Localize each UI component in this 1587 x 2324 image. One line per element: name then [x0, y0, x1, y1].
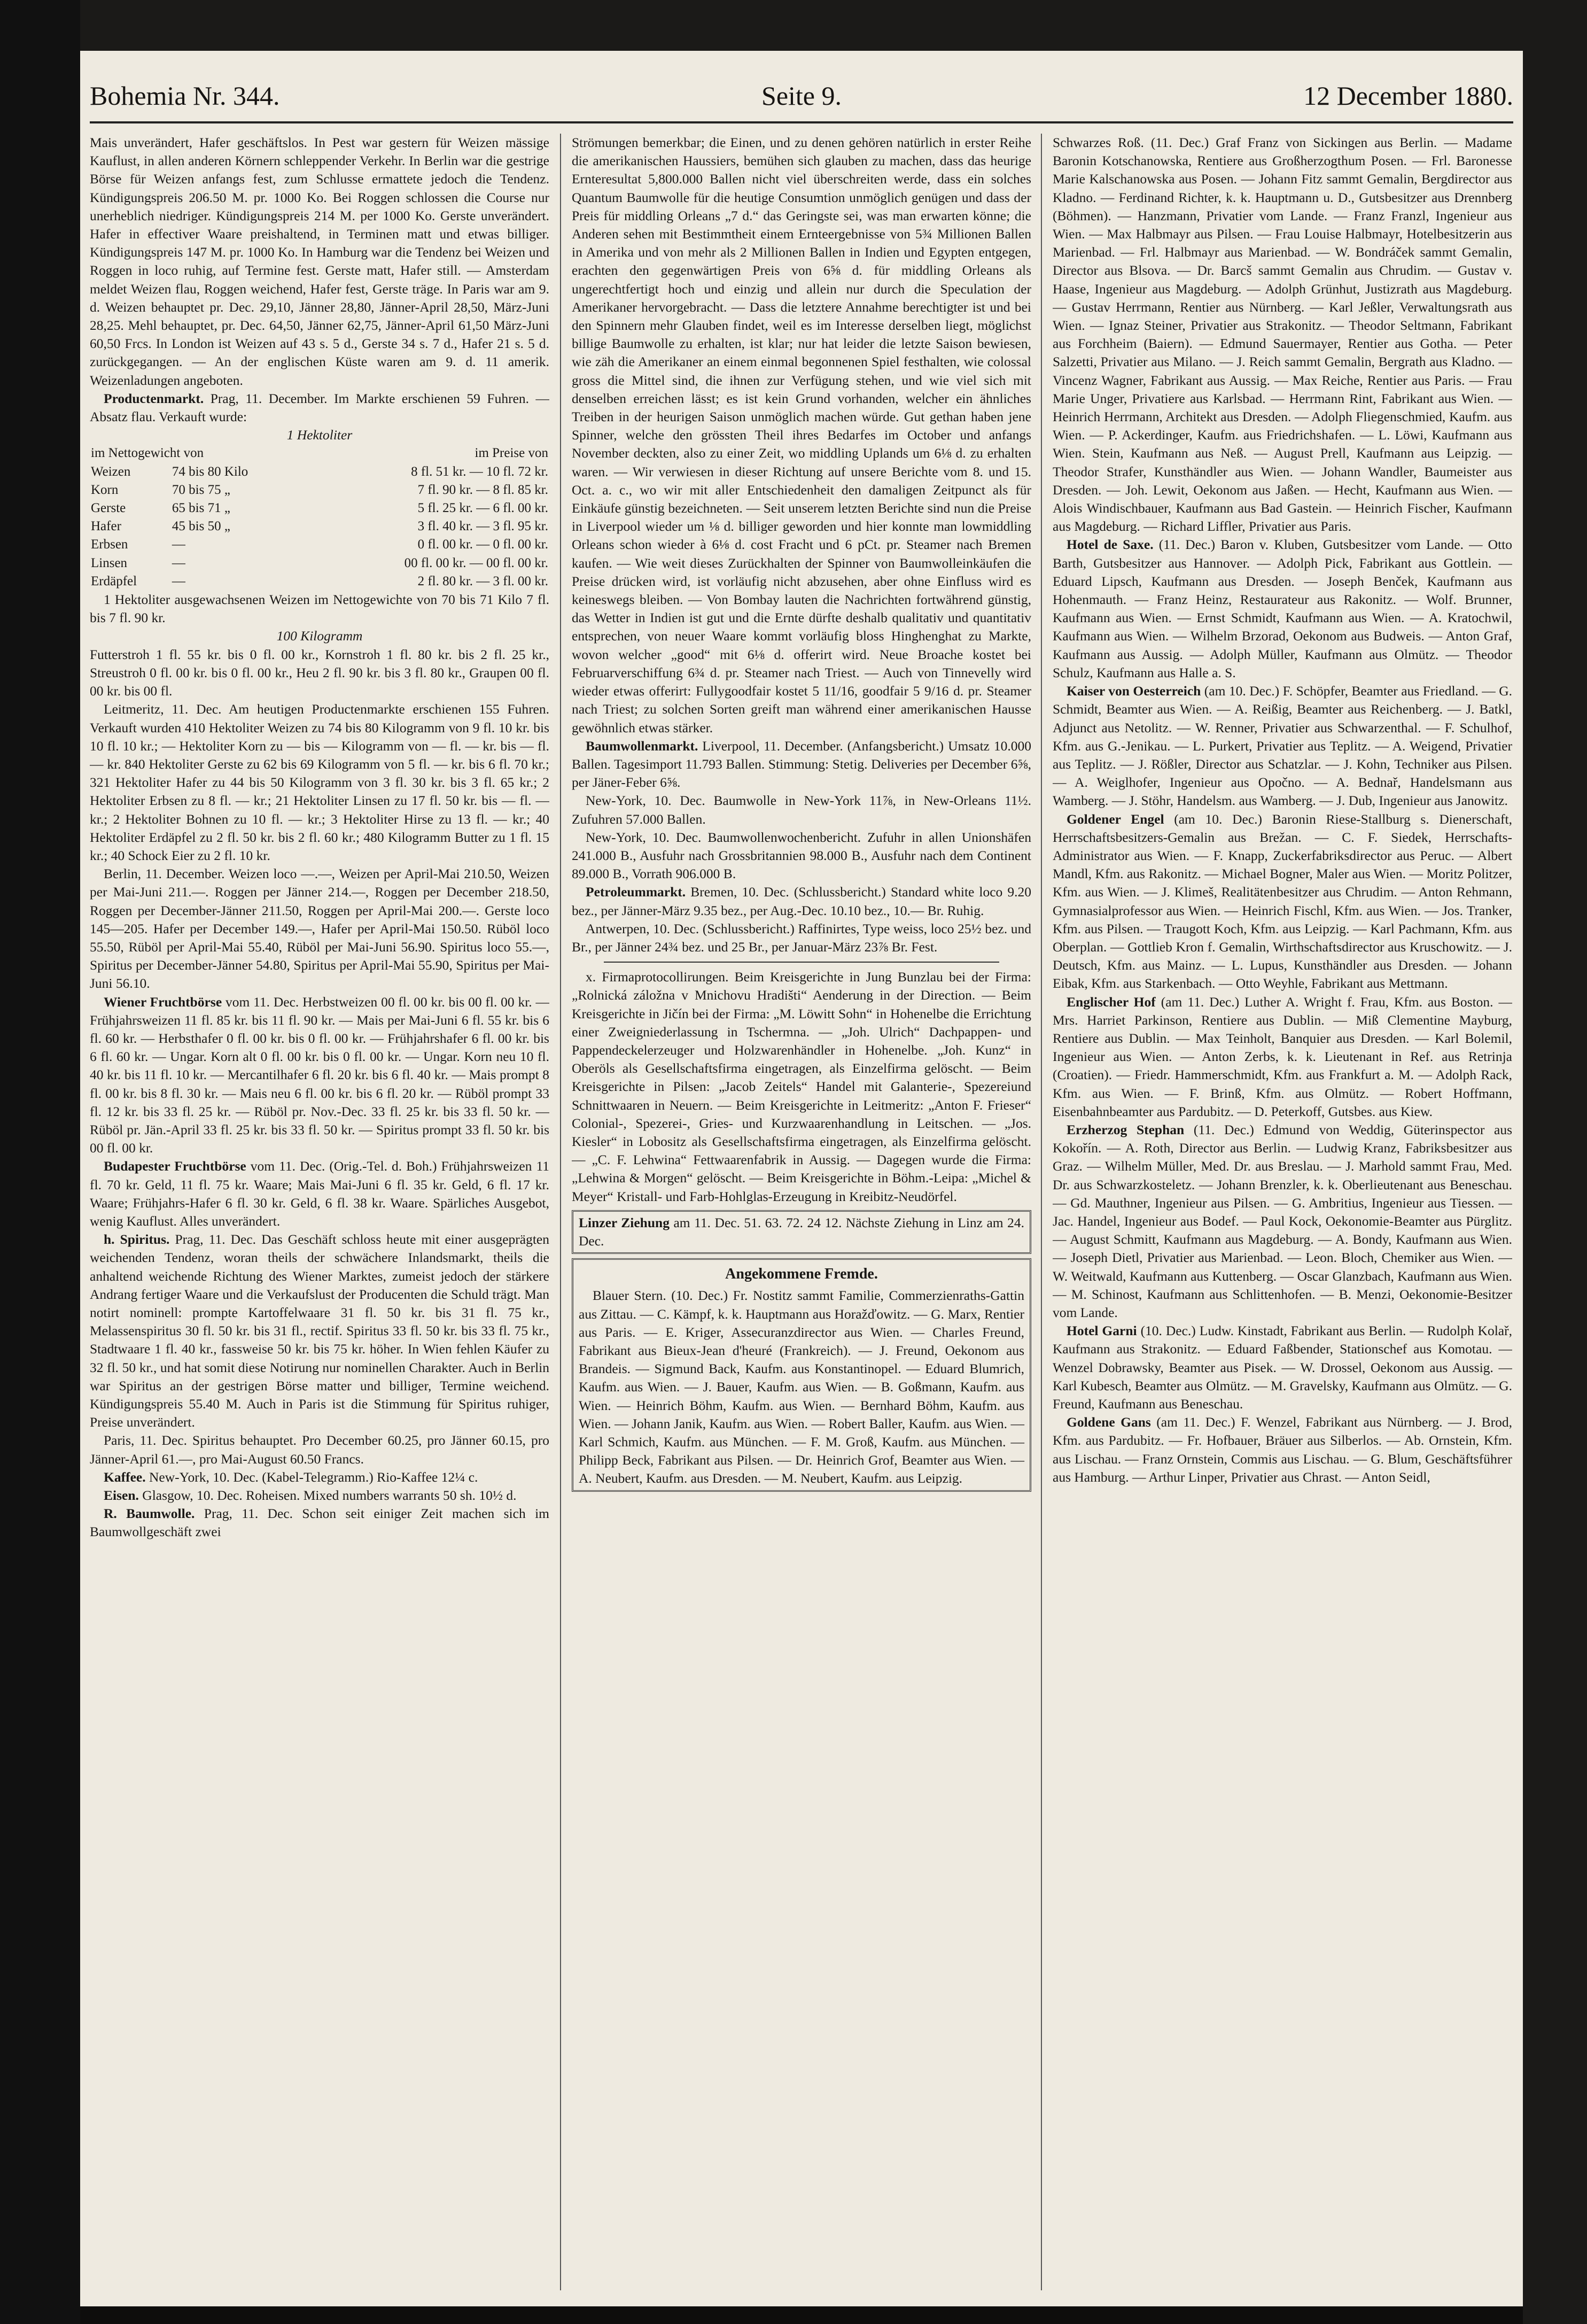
table-cell: 70 bis 75 „ — [172, 482, 230, 497]
table-header-row — [90, 444, 549, 462]
section-heading: Kaffee. — [104, 1469, 146, 1485]
table-row — [90, 536, 549, 554]
hotel-paragraph — [1053, 682, 1512, 810]
column-divider — [1041, 134, 1042, 2290]
paragraph-text: Prag, 11. Dec. Schon seit einiger Zeit machen sich im Baumwollgeschäft zwei — [90, 1506, 549, 1540]
lottery-box — [572, 1210, 1031, 1254]
petroleum-paragraph — [572, 883, 1031, 919]
kaffee-paragraph — [90, 1468, 549, 1486]
paragraph-text: New-York, 10. Dec. (Kabel-Telegramm.) Rio-Kaffee 12¼ c. — [149, 1469, 478, 1485]
hotel-paragraph — [1053, 810, 1512, 993]
table-cell: 5 fl. 25 kr. — 6 fl. 00 kr. — [417, 501, 548, 516]
table-row — [90, 554, 549, 572]
hotel-name: Erzherzog Stephan — [1067, 1121, 1185, 1137]
lottery-paragraph — [579, 1214, 1024, 1250]
hotel-paragraph — [1053, 1322, 1512, 1413]
products-market-paragraph — [90, 390, 549, 426]
column-2 — [572, 134, 1031, 2290]
table-row — [90, 481, 549, 499]
paragraph-text: (am 10. Dec.) Baronin Riese-Stallburg s. Dienerschaft, Herrschaftsbesitzers-Gemalin aus Brežan. — C. F. Siedek, Herrschafts-Administrator aus Wien. — F. Knapp, Zuckerfabriksdirector aus Peruc. — Albert Mandl, Kfm. aus Rakonitz. — Michael Bogner, Maler aus Wien. — Moritz Politzer, Kfm. aus Wien. — J. Klimeš, Realitätenbesitzer aus Chrudim. — Anton Rehmann, Gymnasialprofessor aus Wien. — Heinrich Fischl, Kfm. aus Wien. — Jos. Tranker, Kfm. aus Pilsen. — Traugott Koch, Kfm. aus Leipzig. — Karl Pachmann, Kfm. aus Oberplan. — Gottlieb Kron f. Gemalin, Wirthschaftsdirector aus Kruschowitz. — J. Deutsch, Kfm. aus Mainz. — L. Lupus, Kunsthändler aus Dresden. — Johann Eibak, Kfm. aus Starkenbach. — Otto Weyhle, Fabrikant aus Mettmann. — [1053, 811, 1512, 991]
section-heading: h. Spiritus. — [104, 1231, 170, 1248]
table-cell: 3 fl. 40 kr. — 3 fl. 95 kr. — [417, 519, 548, 534]
arrivals-list: Blauer Stern. (10. Dec.) Fr. Nostitz sammt Familie, Commerzienraths-Gattin aus Zittau. — C. Kämpf, k. k. Hauptmann aus Horažďowitz. — G. Marx, Rentier aus Paris. — E. Kriger, Assecuranzdirector aus Wien. — Charles Freund, Fabrikant aus Bieux-Jean d'heuré (Frankreich). — J. Freund, Oekonom aus Brandeis. — Sigmund Back, Kaufm. aus Konstantinopel. — Eduard Blumrich, Kaufm. aus Wien. — J. Bauer, Kaufm. aus Wien. — B. Goßmann, Kaufm. aus Wien. — Heinrich Böhm, Kaufm. aus Wien. — Bernhard Böhm, Kaufm. aus Wien. — Johann Janik, Kaufm. aus Wien. — Robert Baller, Kaufm. aus Wien. — Karl Schmich, Kaufm. aus München. — F. M. Groß, Kaufm. aus München. — Philipp Beck, Fabrikant aus Pilsen. — Dr. Heinrich Grof, Beamter aus Wien. — A. Neubert, Kaufm. aus Dresden. — M. Neubert, Kaufm. aus Leipzig. — [579, 1288, 1024, 1486]
newspaper-page — [80, 51, 1523, 2306]
hotel-paragraph — [1053, 993, 1512, 1121]
new-york-weekly-report: New-York, 10. Dec. Baumwollenwochenbericht. Zufuhr in allen Unionshäfen 241.000 B., Ausfuhr nach Grossbritannien 98.000 B., Ausfuhr nach dem Continent 89.000 B., Vorrath 906.000 B. — [572, 829, 1031, 882]
paragraph-text: Prag, 11. Dec. Das Geschäft schloss heute mit einer ausgeprägten weichenden Tendenz, woran theils der schwächere Inlandsmarkt, theils die anhaltend weichende Richtung des Wiener Marktes, zumeist jedoch der stärkere Andrang fertiger Waare und die Verkaufslust der Producenten die Schuld trägt. Man notirt nominell: prompte Kartoffelwaare 31 fl. 50 kr. bis 31 fl. 75 kr., Melassenspiritus 30 fl. 50 kr. bis 31 fl., rectif. Spiritus 33 fl. 50 kr. bis 33 fl. 75 kr., Stadtwaare 1 fl. 40 kr., fassweise 50 kr. bis 75 kr. höher. In Wien fehlen Käufer zu 32 fl. 50 kr., und hat somit diese Notirung nur nominellen Charakter. Auch in Berlin war Spiritus an der gestrigen Börse matter und billiger, Termine weichend. Kündigungspreis 55.40 M. Auch in Paris ist die Stimmung für Spiritus ruhiger, Preise unverändert. — [90, 1231, 549, 1430]
wiener-exchange-paragraph — [90, 993, 549, 1158]
page-header — [90, 80, 1513, 118]
firm-registrations: x. Firmaprotocollirungen. Beim Kreisgerichte in Jung Bunzlau bei der Firma: „Rolnická záložna v Mnichovu Hradišti“ Aenderung in der Direction. — Beim Kreisgerichte in Jičín bei der Firma: „M. Löwitt Sohn“ in Hohenelbe die Errichtung einer Zweigniederlassung in Tschermna. — „Joh. Ulrich“ Dachpappen- und Pappendeckelerzeuger und Holzwarenhändler in Hohenelbe. „Joh. Kunz“ in Oberöls als Gesellschaftsfirma eingetragen, als Einzelfirma gelöscht. — Beim Kreisgerichte in Pilsen: „Jacob Zeitels“ Handel mit Galanterie-, Spezereiund Schnittwaaren in Neuern. — Beim Kreisgerichte in Leitmeritz: „Anton F. Frieser“ Colonial-, Spezerei-, Gries- und Kurzwaarenhandlung in Leitschen. — „Jos. Kiesler“ in Lobositz als Gesellschaftsfirma eingetragen, als Einzelfirma gelöscht. — „C. F. Lehwina“ Fettwaarenfabrik in Aussig. — Dagegen wurde die Firma: „Lehwina & Morgen“ gelöscht. — Beim Kreisgerichte in Böhm.-Leipa: „Michel & Meyer“ Kristall- und Farb-Hohlglas-Erzeugung in Kreibitz-Neudörfel. — [572, 969, 1031, 1204]
straw-prices: Futterstroh 1 fl. 55 kr. bis 0 fl. 00 kr., Kornstroh 1 fl. 80 kr. bis 2 fl. 25 kr., Streustroh 0 fl. 00 kr. bis 0 fl. 00 kr., Heu 2 fl. 90 kr. bis 3 fl. 80 kr., Graupen 00 fl. 00 kr. bis 00 fl. — [90, 646, 549, 699]
table-cell: 0 fl. 00 kr. — 0 fl. 00 kr. — [417, 537, 548, 552]
table-row — [90, 463, 549, 481]
table-cell: 8 fl. 51 kr. — 10 fl. 72 kr. — [411, 464, 548, 479]
table-row — [90, 517, 549, 536]
spiritus-paragraph — [90, 1230, 549, 1431]
section-heading: Budapester Fruchtbörse — [104, 1158, 246, 1174]
paragraph-text: (am 10. Dec.) F. Schöpfer, Beamter aus Friedland. — G. Schmidt, Beamter aus Wien. — A. Reißig, Beamter aus Reichenberg. — J. Batkl, Adjunct aus Netolitz. — W. Renner, Privatier aus Schwarzenthal. — F. Schulhof, Kfm. aus G.-Jenikau. — L. Purkert, Privatier aus Teplitz. — A. Weigend, Privatier aus Teplitz. — J. Rößler, Director aus Schatzlar. — J. Kohn, Techniker aus Pilsen. — A. Weiglhofer, Ingenieur aus Opočno. — A. Bednař, Handelsmann aus Wamberg. — J. Stöhr, Handelsm. aus Wamberg. — J. Dub, Ingenieur aus Janowitz. — [1053, 683, 1512, 809]
issue-date: 12 December 1880. — [1303, 81, 1513, 111]
leitmeritz-report: Leitmeritz, 11. Dec. Am heutigen Productenmarkte erschienen 155 Fuhren. Verkauft wurden 410 Hektoliter Weizen zu 74 bis 80 Kilogramm von 9 fl. 10 kr. bis 10 fl. 10 kr.; — Hektoliter Korn zu — bis — Kilogramm von — fl. — kr. bis — fl. — kr. 840 Hektoliter Gerste zu 62 bis 69 Kilogramm von 5 fl. — kr. bis 6 fl. 70 kr.; 321 Hektoliter Hafer zu 44 bis 50 Kilogramm von 3 fl. 30 kr. bis 3 fl. 65 kr.; 2 Hektoliter Erbsen zu 8 fl. — kr.; 21 Hektoliter Linsen zu 17 fl. 50 kr. bis — fl. — kr.; 2 Hektoliter Bohnen zu 10 fl. — kr.; 3 Hektoliter Hirse zu 13 fl. — kr.; 40 Hektoliter Erdäpfel zu 2 fl. 50 kr. bis 2 fl. 60 kr.; 480 Kilogramm Butter zu 1 fl. 15 kr.; 40 Schock Eier zu 2 fl. 10 kr. — [90, 701, 549, 863]
table-cell: Korn — [91, 482, 119, 497]
table-cell: 00 fl. 00 kr. — 00 fl. 00 kr. — [404, 555, 548, 570]
paragraph-text: (11. Dec.) Baron v. Kluben, Gutsbesitzer vom Lande. — Otto Barth, Gutsbesitzer aus Hannover. — Adolph Pick, Fabrikant aus Gottlein. — Eduard Lipsch, Kaufmann aus Dresden. — Joseph Benček, Kaufmann aus Hohenmauth. — Franz Heinz, Restaurateur aus Rakonitz. — Wolf. Brunner, Kaufmann aus Wien. — Ernst Schmidt, Kaufmann aus Wien. — A. Kratochwil, Kaufmann aus Wien. — Wilhelm Brzorad, Oekonom aus Budweis. — Anton Graf, Kaufmann aus Aussig. — Adolph Müller, Kaufmann aus Olmütz. — Theodor Schulz, Kaufmann aus Halle a. S. — [1053, 537, 1512, 680]
paragraph-text: am 11. Dec. 51. 63. 72. 24 12. Nächste Ziehung in Linz am 24. Dec. — [579, 1214, 1024, 1249]
baumwolle-paragraph — [90, 1505, 549, 1541]
paragraph-text: Bremen, 10. Dec. (Schlussbericht.) Standard white loco 9.20 bez., per Jänner-März 9.35 bez., per Aug.-Dec. 10.10 bez., 10.— Br. Ruhig. — [572, 884, 1031, 918]
paragraph-text: Glasgow, 10. Dec. Roheisen. Mixed numbers warrants 50 sh. 10½ d. — [142, 1488, 517, 1504]
hotel-paragraph — [1053, 1121, 1512, 1322]
hotel-name: Goldener Engel — [1067, 811, 1164, 827]
paragraph-text: vom 11. Dec. Herbstweizen 00 fl. 00 kr. bis 00 fl. 00 kr. — Frühjahrsweizen 11 fl. 85 kr. bis 11 fl. 90 kr. — Mais per Mai-Juni 6 fl. 55 kr. bis 6 fl. 60 kr. — Herbsthafer 0 fl. 00 kr. bis 0 fl. 00 kr. — Frühjahrshafer 6 fl. 00 kr. bis 6 fl. 60 kr. — Ungar. Korn alt 0 fl. 00 kr. bis 0 fl. 00 kr. — Ungar. Korn neu 10 fl. 40 kr. bis 11 fl. 10 kr. — Mercantilhafer 6 fl. 20 kr. bis 6 fl. 40 kr. — Mais prompt 8 fl. 00 kr. bis 8 fl. 30 kr. — Mais neu 6 fl. 00 kr. bis 6 fl. 20 kr. — Rüböl prompt 33 fl. 12 kr. bis 33 fl. 25 kr. — Rüböl pr. Nov.-Dec. 33 fl. 25 kr. bis 33 fl. 50 kr. — Rüböl pr. Jän.-April 33 fl. 25 kr. bis 33 fl. 50 kr. — Spiritus prompt 33 fl. 50 kr. bis 00 fl. 00 kr. — [90, 994, 549, 1156]
table-cell: 45 bis 50 „ — [172, 519, 230, 534]
table-caption: 1 Hektoliter — [286, 427, 353, 443]
section-heading: Linzer Ziehung — [579, 1214, 670, 1230]
table-cell: Weizen — [91, 464, 131, 479]
section-heading: Baumwollenmarkt. — [586, 738, 698, 754]
paragraph-text: (11. Dec.) Edmund von Weddig, Güterinspector aus Kokořín. — A. Roth, Director aus Berlin. — Ludwig Kranz, Fabriksbesitzer aus Graz. — Wilhelm Müller, Med. Dr. aus Breslau. — J. Marhold sammt Frau, Med. Dr. aus Schwarzkosteletz. — Johann Brenzler, k. k. Oberlieutenant aus Beneschau. — Gd. Mauthner, Ingenieur aus Pilsen. — G. Ambritius, Ingenieur aus Tiessen. — Jac. Handel, Ingenieur aus Bodef. — Paul Kock, Oekonomie-Beamter aus Pürglitz. — August Schmitt, Kaufmann aus Magdeburg. — A. Bondy, Kaufmann aus Wien. — Joseph Dietl, Privatier aus Marienbad. — Leon. Bloch, Chemiker aus Wien. — W. Weitwald, Kaufmann aus Kuttenberg. — Oscar Glanzbach, Kaufmann aus Wien. — M. Schinost, Kaufmann aus Schlittenhofen. — B. Menzi, Oekonomie-Besitzer vom Lande. — [1053, 1121, 1512, 1320]
hotel-name: Hotel Garni — [1067, 1323, 1137, 1339]
section-heading: Eisen. — [104, 1488, 139, 1504]
column-3 — [1053, 134, 1512, 2290]
table-header: im Preise von — [474, 446, 548, 461]
new-york-report: New-York, 10. Dec. Baumwolle in New-York 11⅞, in New-Orleans 11½. Zufuhren 57.000 Ballen. — [572, 793, 1031, 827]
paragraph-text: (10. Dec.) Ludw. Kinstadt, Fabrikant aus Berlin. — Rudolph Kolař, Kaufmann aus Strakonitz. — Eduard Faßbender, Stationschef aus Komotau. — Wenzel Dobrawsky, Beamter aus Pisek. — W. Drossel, Oekonom aus Aussig. — Karl Kubesch, Beamter aus Olmütz. — M. Gravelsky, Kaufmann aus Olmütz. — G. Freund, Kaufmann aus Beneschau. — [1053, 1323, 1512, 1412]
scan-spine-edge — [0, 0, 80, 2324]
budapest-exchange-paragraph — [90, 1157, 549, 1230]
paragraph-text: Prag, 11. December. Im Markte erschienen 59 Fuhren. — Absatz flau. Verkauft wurde: — [90, 390, 549, 425]
section-heading: Wiener Fruchtbörse — [104, 994, 222, 1010]
table-cell: 74 bis 80 Kilo — [172, 464, 248, 479]
table-cell: Gerste — [91, 501, 126, 516]
section-divider — [604, 962, 999, 963]
grain-price-table — [90, 444, 549, 591]
hotel-paragraph — [1053, 1413, 1512, 1486]
issue-number: Bohemia Nr. 344. — [90, 81, 280, 111]
section-heading: Petroleummarkt. — [586, 884, 686, 900]
header-rule — [90, 121, 1513, 123]
hotel-name: Hotel de Saxe. — [1067, 537, 1154, 553]
hectoliter-note: 1 Hektoliter ausgewachsenen Weizen im Nettogewichte von 70 bis 71 Kilo 7 fl. bis 7 fl. 90 kr. — [90, 592, 549, 626]
hotel-name: Goldene Gans — [1067, 1414, 1151, 1430]
section-heading: R. Baumwolle. — [104, 1506, 195, 1522]
hotel-paragraph — [1053, 536, 1512, 682]
table-cell: — — [172, 555, 185, 570]
arrivals-heading: Angekommene Fremde. — [725, 1266, 878, 1283]
table-cell: Erdäpfel — [91, 574, 137, 588]
table-cell: Linsen — [91, 555, 128, 570]
table-header: im Nettogewicht von — [91, 446, 204, 461]
table-cell: — — [172, 537, 185, 552]
table-caption: 100 Kilogramm — [276, 628, 363, 644]
table-cell: 65 bis 71 „ — [172, 501, 230, 516]
hotel-guests-list: Schwarzes Roß. (11. Dec.) Graf Franz von Sickingen aus Berlin. — Madame Baronin Kotschanowska, Rentiere aus Großherzogthum Posen. — Frl. Baronesse Marie Kalschanowska aus Posen. — Johann Fitz sammt Gemalin, Bergdirector aus Kladno. — Ferdinand Richter, k. k. Hauptmann u. D., Gutsbesitzer aus Drennberg (Böhmen). — Hanzmann, Privatier vom Lande. — Franz Franzl, Ingenieur aus Wien. — Max Halbmayr aus Pilsen. — Frau Louise Halbmayr, Hotelbesitzerin aus Marienbad. — Frl. Halbmayr aus Marienbad. — W. Bondráček sammt Gemalin, Director aus Blsova. — Dr. Barcš sammt Gemalin aus Chrudim. — Gustav v. Haase, Ingenieur aus Magdeburg. — Adolph Grünhut, Justizrath aus Magdeburg. — Gustav Herrmann, Rentier aus Nürnberg. — Karl Jeßler, Verwaltungsrath aus Wien. — Ignaz Steiner, Privatier aus Strakonitz. — Theodor Seltmann, Fabrikant aus Forchheim (Baiern). — Edmund Sauermayer, Rentier aus Gotha. — Peter Salzetti, Privatier aus Milano. — J. Reich sammt Gemalin, Bergrath aus Kladno. — Vincenz Wagner, Fabrikant aus Aussig. — Max Reiche, Rentier aus Paris. — Frau Marie Unger, Privatiere aus Karlsbad. — Herrmann Rint, Fabrikant aus Wien. — Heinrich Herrmann, Architekt aus Dresden. — Adolph Fliegenschmied, Kaufm. aus Wien. — P. Ackerdinger, Kaufm. aus Friedrichshafen. — L. Löwi, Kaufmann aus Wien. Stein, Kaufmann aus Neß. — August Prell, Kaufmann aus Leipzig. — Theodor Strafer, Kunsthändler aus Wien. — Johann Wandler, Baumeister aus Dresden. — Joh. Lewit, Oekonom aus Jaßen. — Hecht, Kaufmann aus Wien. — Alois Windischbauer, Kaufmann aus Bad Gastein. — Heinrich Fischer, Kaufmann aus Magdeburg. — Richard Liffler, Privatier aus Paris. — [1053, 135, 1512, 534]
table-cell: — — [172, 574, 185, 588]
table-cell: 7 fl. 90 kr. — 8 fl. 85 kr. — [417, 482, 548, 497]
table-row — [90, 499, 549, 517]
column-divider — [560, 134, 561, 2290]
page-number: Seite 9. — [761, 81, 842, 111]
berlin-report: Berlin, 11. December. Weizen loco —.—, Weizen per April-Mai 210.50, Weizen per Mai-Juni 211.—. Roggen per Jänner 214.—, Roggen per December 218.50, Roggen per December-Jänner 211.50, Roggen per April-Mai 200.—. Gerste loco 145—205. Hafer per December 149.—, Hafer per April-Mai 150.50. Rüböl loco 55.50, Rüböl per April-Mai 55.40, Rüböl per Mai-Juni 56.90. Spiritus loco 55.—, Spiritus per December-Jänner 54.80, Spiritus per April-Mai 55.90, Spiritus per Mai-Juni 56.10. — [90, 866, 549, 991]
table-cell: Hafer — [91, 519, 121, 534]
column-1 — [90, 134, 549, 2290]
paragraph-text: Liverpool, 11. December. (Anfangsbericht.) Umsatz 10.000 Ballen. Tagesimport 11.793 Ballen. Stimmung: Stetig. Deliveries per December 6⅝, per Jäner-Feber 6⅝. — [572, 738, 1031, 791]
cotton-report-continued: Strömungen bemerkbar; die Einen, und zu denen gehören natürlich in erster Reihe die amerikanischen Haussiers, bemühen sich glauben zu machen, dass das heurige Ernteresultat 5,800.000 Ballen nicht viel überschreiten werde, dass ein solches Quantum Baumwolle für die heutige Consumtion unmöglich genügen und dass der Preis für middling Orleans „7 d.“ das Geringste sei, was man erwarten könne; die Anderen sehen mit Bestimmtheit einem Ernteergebnisse von 5¾ Millionen Ballen in Amerika und von mehr als 2 Millionen Ballen in Indien und Egypten entgegen, erachten den gegenwärtigen Preis von 6⅝ d. für middling Orleans als ungerechtfertigt hoch und einzig und allein nur durch die Speculation der Amerikaner hervorgebracht. — Dass die letztere Annahme berechtigter ist und bei den Spinnern mehr Glauben findet, weil es im Interesse derselben liegt, möglichst billige Baumwolle zu erhalten, ist klar; nur hat leider die letzte Saison bewiesen, wie zäh die Amerikaner an einem einmal begonnenen Spiel festhalten, wie colossal gross die Mittel sind, die ihnen zur Verfügung stehen, und wie viel sich mit denselben erreichen lässt; es ist kein Grund vorhanden, welcher ein ähnliches Treiben in der heurigen Saison unmöglich machen würde. Gut gethan haben jene Spinner, welche den grössten Theil ihres Bedarfes im October und anfangs November deckten, also zu einer Zeit, wo middling Uplands um 6⅛ d. zu erhalten waren. — Wir verwiesen in dieser Richtung auf unsere Berichte vom 8. und 15. Oct. a. c., wo wir mit aller Entschiedenheit den damaligen Zeitpunct als für Einkäufe günstig bezeichneten. — Seit unserem letzten Berichte sind nun die Preise in Liverpool wieder um ⅛ d. billiger geworden und hier konnte man lowmiddling Orleans schon wieder à 6⅛ d. cost Fracht und 6 pCt. pr. Steamer nach Bremen kaufen. — Wie weit dieses Zurückhalten der Spinner von Baumwolleinkäufen die Preise drücken wird, ist vorläufig nicht abzusehen, aber ohne Einfluss wird es keineswegs bleiben. — Von Bombay lauten die Nachrichten fortwährend günstig, das Wetter in Indien ist gut und die Ernte dürfte deshalb qualitativ und quantitativ entsprechen, von neuer Waare kommt vorläufig bloss Hinghenghat zu Markte, wovon welcher „good“ mit 6⅛ d. offerirt wird. Neue Broache kostet bei Februarverschiffung 6¾ d. pr. Steamer nach Triest. — Auch von Tinnevelly wird wieder etwas offerirt: Fullygoodfair kostet 5 11/16, goodfair 5 9/16 d. pr. Steamer nach Triest; zu solchen Sorten greift man während einer amerikanischen Hausse gewöhnlich etwas stärker. — [572, 135, 1031, 735]
hotel-name: Kaiser von Oesterreich — [1067, 683, 1201, 699]
eisen-paragraph — [90, 1486, 549, 1505]
paragraph-text: (am 11. Dec.) Luther A. Wright f. Frau, Kfm. aus Boston. — Mrs. Harriet Parkinson, Rentiere aus Dublin. — Miß Clementine Mayburg, Rentiere aus Dublin. — Max Teinholt, Banquier aus Dresden. — Karl Bolemil, Ingenieur aus Wien. — Anton Zerbs, k. k. Lieutenant in Ref. aus Retrinja (Croatien). — Friedr. Hammerschmidt, Kfm. aus Frankfurt a. M. — Adolph Rack, Kfm. aus Wien. — F. Brinß, Kfm. aus Olmütz. — Robert Hoffmann, Eisenbahnbeamter aus Pardubitz. — D. Peterkoff, Gutsbes. aus Kiew. — [1053, 994, 1512, 1119]
scan-bottom-edge — [80, 2306, 1523, 2324]
paris-report: Paris, 11. Dec. Spiritus behauptet. Pro December 60.25, pro Jänner 60.15, pro Jänner-April 61.—, pro Mai-August 60.50 Francs. — [90, 1432, 549, 1467]
market-report-intro: Mais unverändert, Hafer geschäftslos. In Pest war gestern für Weizen mässige Kauflust, in allen anderen Körnern schleppender Verkehr. In Berlin war die gestrige Börse für Weizen anfangs fest, zum Schlusse ermattete jedoch die Tendenz. Kündigungspreis 206.50 M. pr. 1000 Ko. Bei Roggen schlossen die Course nur unerheblich niedriger. Kündigungspreis 214 M. per 1000 Ko. Gerste unverändert. Hafer in effectiver Waare preishaltend, in Terminen matt und etwas billiger. Kündigungspreis 147 M. pr. 1000 Ko. In Hamburg war die Tendenz bei Weizen und Roggen in loco ruhig, auf Termine fest. Gerste matt, Hafer still. — Amsterdam meldet Weizen flau, Roggen weichend, Hafer fest, Gerste träge. In Paris war am 9. d. Weizen behauptet pr. Dec. 29,10, Jänner 28,80, Jänner-April 28,50, März-Juni 28,25. Mehl behauptet, pr. Dec. 64,50, Jänner 62,75, Jänner-April 61,50 März-Juni 60,50 Frcs. In London ist Weizen auf 43 s. 5 d., Gerste 34 s. 7 d., Hafer 21 s. 5 d. zurückgegangen. — An der englischen Küste waren am 9. d. 11 amerik. Weizenladungen angeboten. — [90, 135, 549, 388]
table-cell: Erbsen — [91, 537, 128, 552]
cotton-market-paragraph — [572, 737, 1031, 792]
arrivals-box — [572, 1258, 1031, 1491]
hotel-name: Englischer Hof — [1067, 994, 1156, 1010]
paragraph-text: vom 11. Dec. (Orig.-Tel. d. Boh.) Frühjahrsweizen 11 fl. 70 kr. Geld, 11 fl. 75 kr. Waare; Mais Mai-Juni 6 fl. 35 kr. Geld, 6 fl. 17 kr. Waare; Frühjahrs-Hafer 6 fl. 30 kr. Geld, 6 fl. 38 kr. Waare. Spärliches Ausgebot, wenig Kauflust. Alles unverändert. — [90, 1158, 549, 1229]
table-cell: 2 fl. 80 kr. — 3 fl. 00 kr. — [417, 574, 548, 588]
section-heading: Productenmarkt. — [104, 390, 204, 406]
paragraph-text: (am 11. Dec.) F. Wenzel, Fabrikant aus Nürnberg. — J. Brod, Kfm. aus Pardubitz. — Fr. Hofbauer, Bräuer aus Silberlos. — Ab. Ornstein, Kfm. aus Lischau. — Franz Ornstein, Commis aus Lischau. — G. Blum, Geschäftsführer aus Hamburg. — Arthur Linper, Privatier aus Chrast. — Anton Seidl, — [1053, 1414, 1512, 1485]
table-row — [90, 572, 549, 591]
antwerpen-report: Antwerpen, 10. Dec. (Schlussbericht.) Raffinirtes, Type weiss, loco 25½ bez. und Br., per Jänner 24¾ bez. und 25 Br., per Januar-März 23⅞ Br. Fest. — [572, 920, 1031, 955]
